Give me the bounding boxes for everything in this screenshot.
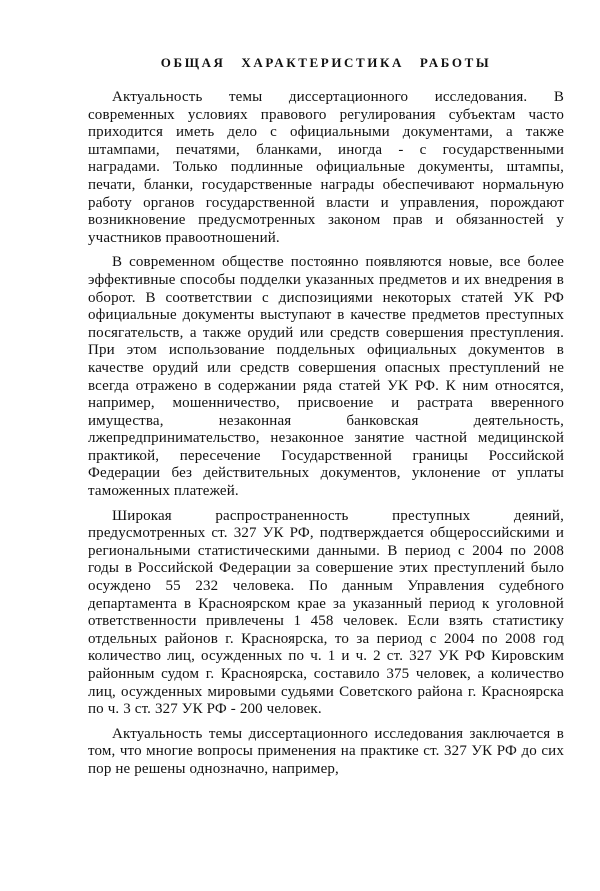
paragraph-statistics: Широкая распространенность преступных деяний, предусмотренных ст. 327 УК РФ, подтверждается общероссийскими и региональными статистическими данными. В период с 2004 по 2008 годы в Российской Федерации за совершение этих преступлений было осуждено 55 232 человека. По данным Управления судебного департамента в Красноярском крае за указанный период к уголовной ответственности привлечены 1 458 человек. Если взять статистику отдельных районов г. Красноярска, то за период с 2004 по 2008 год количество лиц, осужденных по ч. 1 и ч. 2 ст. 327 УК РФ Кировским районным судом г. Красноярска, составило 375 человек, а количество лиц, осужденных мировыми судьями Советского района г. Красноярска по ч. 3 ст. 327 УК РФ - 200 человек. bbox=[88, 507, 564, 718]
document-body bbox=[88, 89, 564, 779]
paragraph-relevance-continued: Актуальность темы диссертационного исследования заключается в том, что многие вопросы применения на практике ст. 327 УК РФ до сих пор не решены однозначно, например, bbox=[88, 725, 564, 777]
paragraph-forgery-methods: В современном обществе постоянно появляются новые, все более эффективные способы подделки указанных предметов и их внедрения в оборот. В соответствии с диспозициями некоторых статей УК РФ официальные документы выступают в качестве предметов преступных посягательств, а также орудий или средств совершения преступления. При этом использование поддельных официальных документов в качестве орудий или средств совершения опасных преступлений не всегда отражено в содержании ряда статей УК РФ. К ним относятся, например, мошенничество, присвоение и растрата вверенного имущества, незаконная банковская деятельность, лжепредпринимательство, незаконное занятие частной медицинской практикой, пересечение Государственной границы Российской Федерации без действительных документов, уклонение от уплаты таможенных платежей. bbox=[88, 254, 564, 500]
paragraph-relevance: Актуальность темы диссертационного исследования. В современных условиях правового регулирования субъектам часто приходится иметь дело с официальными документами, а также штампами, печатями, бланками, иногда - с государственными наградами. Только подлинные официальные документы, штампы, печати, бланки, государственные награды обеспечивают нормальную работу органов государственной власти и управления, порождают возникновение предусмотренных законом прав и обязанностей у участников правоотношений. bbox=[88, 89, 564, 246]
page-title: ОБЩАЯ ХАРАКТЕРИСТИКА РАБОТЫ bbox=[160, 55, 492, 70]
